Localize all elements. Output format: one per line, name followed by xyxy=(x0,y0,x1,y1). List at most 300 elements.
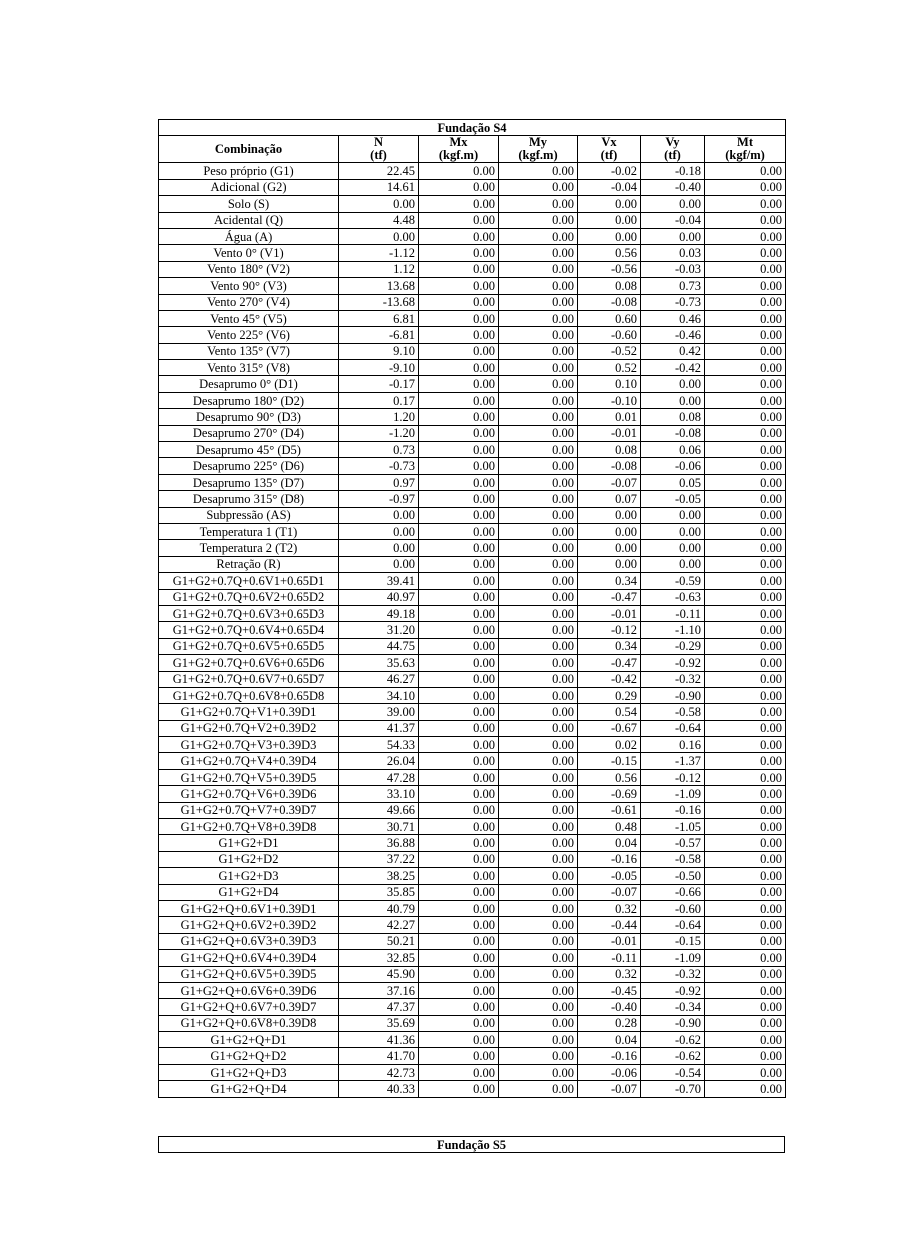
cell-value: 0.00 xyxy=(419,769,499,785)
cell-value: 4.48 xyxy=(339,212,419,228)
cell-value: 0.00 xyxy=(705,196,786,212)
cell-value: -0.52 xyxy=(578,343,641,359)
cell-value: 40.97 xyxy=(339,589,419,605)
cell-value: 0.00 xyxy=(499,589,578,605)
cell-value: 0.00 xyxy=(419,228,499,244)
cell-value: -0.63 xyxy=(641,589,705,605)
cell-value: -0.18 xyxy=(641,163,705,179)
table-title: Fundação S4 xyxy=(159,120,786,136)
cell-value: 0.00 xyxy=(419,1064,499,1080)
table-row xyxy=(159,622,786,638)
cell-value: 0.00 xyxy=(705,425,786,441)
cell-combinacao: G1+G2+0.7Q+V4+0.39D4 xyxy=(159,753,339,769)
cell-combinacao: Adicional (G2) xyxy=(159,179,339,195)
cell-value: 0.00 xyxy=(705,1015,786,1031)
cell-value: -0.58 xyxy=(641,851,705,867)
table-row xyxy=(159,343,786,359)
cell-combinacao: Desaprumo 0° (D1) xyxy=(159,376,339,392)
cell-value: 0.00 xyxy=(419,474,499,490)
cell-value: 0.00 xyxy=(419,720,499,736)
cell-value: 0.00 xyxy=(419,1032,499,1048)
cell-value: -0.08 xyxy=(641,425,705,441)
table-row xyxy=(159,605,786,621)
cell-value: -0.01 xyxy=(578,425,641,441)
cell-value: 0.00 xyxy=(419,687,499,703)
cell-value: 34.10 xyxy=(339,687,419,703)
cell-value: 0.04 xyxy=(578,835,641,851)
cell-value: -0.01 xyxy=(578,933,641,949)
cell-value: -0.90 xyxy=(641,687,705,703)
cell-value: 0.00 xyxy=(705,819,786,835)
cell-value: 0.46 xyxy=(641,310,705,326)
cell-value: 0.54 xyxy=(578,704,641,720)
cell-value: -0.42 xyxy=(641,360,705,376)
table-row xyxy=(159,1064,786,1080)
cell-combinacao: Desaprumo 45° (D5) xyxy=(159,442,339,458)
cell-value: -0.47 xyxy=(578,589,641,605)
cell-combinacao: G1+G2+0.7Q+0.6V1+0.65D1 xyxy=(159,573,339,589)
cell-value: 0.00 xyxy=(499,671,578,687)
table-row xyxy=(159,376,786,392)
table-row xyxy=(159,868,786,884)
cell-value: 0.00 xyxy=(419,671,499,687)
table-row xyxy=(159,966,786,982)
cell-value: 0.00 xyxy=(578,212,641,228)
cell-value: -1.05 xyxy=(641,819,705,835)
cell-value: 0.00 xyxy=(499,1015,578,1031)
cell-combinacao: G1+G2+0.7Q+V8+0.39D8 xyxy=(159,819,339,835)
cell-value: -0.07 xyxy=(578,474,641,490)
cell-value: -0.05 xyxy=(578,868,641,884)
cell-combinacao: G1+G2+0.7Q+V7+0.39D7 xyxy=(159,802,339,818)
cell-value: 0.00 xyxy=(499,310,578,326)
cell-combinacao: G1+G2+Q+0.6V2+0.39D2 xyxy=(159,917,339,933)
cell-value: -0.45 xyxy=(578,982,641,998)
cell-combinacao: Vento 315° (V8) xyxy=(159,360,339,376)
cell-value: -0.69 xyxy=(578,786,641,802)
cell-value: 0.00 xyxy=(705,622,786,638)
cell-value: -1.20 xyxy=(339,425,419,441)
cell-value: 0.00 xyxy=(419,1048,499,1064)
table-row xyxy=(159,261,786,277)
cell-combinacao: G1+G2+Q+D1 xyxy=(159,1032,339,1048)
cell-combinacao: Vento 225° (V6) xyxy=(159,327,339,343)
cell-value: 0.00 xyxy=(419,179,499,195)
cell-value: 0.00 xyxy=(419,212,499,228)
cell-value: 54.33 xyxy=(339,737,419,753)
cell-value: 0.00 xyxy=(705,163,786,179)
cell-value: 42.27 xyxy=(339,917,419,933)
cell-value: 0.01 xyxy=(578,409,641,425)
cell-value: 0.00 xyxy=(578,540,641,556)
cell-value: 0.00 xyxy=(419,802,499,818)
cell-combinacao: G1+G2+Q+D2 xyxy=(159,1048,339,1064)
cell-combinacao: Vento 0° (V1) xyxy=(159,245,339,261)
cell-value: 0.00 xyxy=(499,655,578,671)
cell-value: 36.88 xyxy=(339,835,419,851)
table-row xyxy=(159,704,786,720)
table-row xyxy=(159,425,786,441)
cell-value: 0.00 xyxy=(499,343,578,359)
table-row xyxy=(159,638,786,654)
cell-value: -0.32 xyxy=(641,966,705,982)
cell-value: 39.41 xyxy=(339,573,419,589)
cell-value: 0.00 xyxy=(499,278,578,294)
cell-value: 0.00 xyxy=(641,392,705,408)
cell-value: 0.00 xyxy=(499,900,578,916)
cell-value: -0.34 xyxy=(641,999,705,1015)
cell-value: -0.12 xyxy=(578,622,641,638)
cell-value: -0.46 xyxy=(641,327,705,343)
table-row xyxy=(159,474,786,490)
cell-value: -0.06 xyxy=(641,458,705,474)
cell-value: -0.59 xyxy=(641,573,705,589)
cell-value: 0.00 xyxy=(705,835,786,851)
cell-value: 0.00 xyxy=(499,179,578,195)
cell-value: 0.48 xyxy=(578,819,641,835)
table-row xyxy=(159,458,786,474)
cell-value: 40.33 xyxy=(339,1081,419,1097)
cell-value: -0.04 xyxy=(578,179,641,195)
cell-value: 0.00 xyxy=(339,507,419,523)
cell-value: 0.00 xyxy=(499,720,578,736)
cell-value: 42.73 xyxy=(339,1064,419,1080)
cell-value: 32.85 xyxy=(339,950,419,966)
cell-value: -0.15 xyxy=(578,753,641,769)
cell-value: 0.00 xyxy=(705,458,786,474)
cell-value: -0.32 xyxy=(641,671,705,687)
cell-value: 0.00 xyxy=(705,474,786,490)
cell-value: 0.00 xyxy=(419,950,499,966)
cell-value: 0.00 xyxy=(499,999,578,1015)
cell-value: 0.00 xyxy=(705,507,786,523)
cell-value: 0.00 xyxy=(705,589,786,605)
cell-value: 0.00 xyxy=(705,966,786,982)
table-row xyxy=(159,540,786,556)
cell-value: 0.00 xyxy=(499,950,578,966)
cell-value: 0.00 xyxy=(705,786,786,802)
cell-value: 0.00 xyxy=(499,737,578,753)
cell-value: 0.00 xyxy=(705,753,786,769)
cell-value: 0.00 xyxy=(499,392,578,408)
cell-value: 0.00 xyxy=(705,720,786,736)
table-row xyxy=(159,523,786,539)
table-fundacao-s5 xyxy=(158,1136,785,1153)
cell-value: 0.00 xyxy=(705,769,786,785)
cell-value: 0.00 xyxy=(705,933,786,949)
cell-value: 0.00 xyxy=(499,261,578,277)
cell-value: 0.00 xyxy=(499,917,578,933)
cell-value: 0.00 xyxy=(705,327,786,343)
cell-value: 0.00 xyxy=(705,212,786,228)
cell-value: -0.66 xyxy=(641,884,705,900)
cell-value: 47.37 xyxy=(339,999,419,1015)
cell-value: 30.71 xyxy=(339,819,419,835)
table-row xyxy=(159,786,786,802)
cell-value: -0.02 xyxy=(578,163,641,179)
cell-combinacao: Temperatura 2 (T2) xyxy=(159,540,339,556)
cell-value: 0.00 xyxy=(705,228,786,244)
cell-value: 0.00 xyxy=(419,605,499,621)
cell-value: 0.00 xyxy=(419,343,499,359)
cell-value: 0.00 xyxy=(499,884,578,900)
cell-value: 0.00 xyxy=(419,737,499,753)
cell-value: 0.00 xyxy=(641,523,705,539)
cell-value: 35.63 xyxy=(339,655,419,671)
cell-value: 0.00 xyxy=(419,425,499,441)
cell-value: -0.40 xyxy=(641,179,705,195)
cell-value: 0.29 xyxy=(578,687,641,703)
cell-value: -0.60 xyxy=(641,900,705,916)
cell-combinacao: G1+G2+Q+D3 xyxy=(159,1064,339,1080)
cell-value: 0.00 xyxy=(578,228,641,244)
cell-value: -0.08 xyxy=(578,458,641,474)
table-row xyxy=(159,671,786,687)
cell-value: 0.08 xyxy=(578,442,641,458)
cell-value: 0.05 xyxy=(641,474,705,490)
table-row xyxy=(159,802,786,818)
cell-value: 0.60 xyxy=(578,310,641,326)
cell-value: 41.70 xyxy=(339,1048,419,1064)
table-row xyxy=(159,409,786,425)
cell-value: 0.00 xyxy=(705,343,786,359)
header-vy: Vy (tf) xyxy=(641,136,705,163)
table-row xyxy=(159,294,786,310)
cell-value: -0.15 xyxy=(641,933,705,949)
cell-value: -0.97 xyxy=(339,491,419,507)
cell-value: 0.00 xyxy=(499,1032,578,1048)
table-row xyxy=(159,769,786,785)
cell-combinacao: G1+G2+0.7Q+V2+0.39D2 xyxy=(159,720,339,736)
cell-value: 0.00 xyxy=(339,196,419,212)
cell-value: -0.57 xyxy=(641,835,705,851)
cell-value: -1.09 xyxy=(641,950,705,966)
cell-value: 0.00 xyxy=(419,786,499,802)
cell-value: 0.00 xyxy=(705,442,786,458)
table-row xyxy=(159,933,786,949)
cell-value: 35.85 xyxy=(339,884,419,900)
table-row xyxy=(159,819,786,835)
cell-value: 0.00 xyxy=(419,704,499,720)
cell-value: 0.00 xyxy=(578,523,641,539)
cell-value: 0.00 xyxy=(499,1048,578,1064)
cell-value: 0.00 xyxy=(499,474,578,490)
cell-combinacao: G1+G2+D1 xyxy=(159,835,339,851)
cell-value: 0.00 xyxy=(705,556,786,572)
table-title-row xyxy=(159,1137,785,1153)
cell-combinacao: Desaprumo 180° (D2) xyxy=(159,392,339,408)
cell-value: 0.00 xyxy=(419,982,499,998)
cell-value: 0.00 xyxy=(419,507,499,523)
cell-value: 0.00 xyxy=(705,851,786,867)
cell-value: 0.00 xyxy=(499,556,578,572)
cell-value: -6.81 xyxy=(339,327,419,343)
cell-value: 0.00 xyxy=(419,442,499,458)
cell-value: -13.68 xyxy=(339,294,419,310)
cell-value: 0.00 xyxy=(578,507,641,523)
cell-value: 0.00 xyxy=(499,212,578,228)
cell-combinacao: G1+G2+D4 xyxy=(159,884,339,900)
cell-value: 0.00 xyxy=(499,425,578,441)
cell-value: 0.00 xyxy=(499,523,578,539)
table-row xyxy=(159,982,786,998)
table-row xyxy=(159,507,786,523)
table-row xyxy=(159,1081,786,1097)
cell-value: -0.56 xyxy=(578,261,641,277)
cell-value: -1.09 xyxy=(641,786,705,802)
cell-combinacao: G1+G2+Q+0.6V4+0.39D4 xyxy=(159,950,339,966)
header-mt: Mt (kgf/m) xyxy=(705,136,786,163)
cell-value: 0.32 xyxy=(578,900,641,916)
cell-value: 0.00 xyxy=(705,737,786,753)
cell-value: 0.56 xyxy=(578,245,641,261)
table-row xyxy=(159,720,786,736)
cell-combinacao: G1+G2+0.7Q+V5+0.39D5 xyxy=(159,769,339,785)
table-title: Fundação S5 xyxy=(159,1137,785,1153)
cell-combinacao: G1+G2+0.7Q+0.6V8+0.65D8 xyxy=(159,687,339,703)
cell-value: 0.52 xyxy=(578,360,641,376)
cell-value: -0.11 xyxy=(641,605,705,621)
cell-value: 0.00 xyxy=(419,294,499,310)
cell-value: 0.73 xyxy=(641,278,705,294)
table-row xyxy=(159,163,786,179)
table-row xyxy=(159,917,786,933)
cell-value: -1.10 xyxy=(641,622,705,638)
cell-value: 0.00 xyxy=(705,1064,786,1080)
cell-value: 0.00 xyxy=(419,196,499,212)
cell-value: 0.00 xyxy=(641,540,705,556)
cell-value: 0.00 xyxy=(419,278,499,294)
cell-value: 0.00 xyxy=(705,278,786,294)
cell-value: 0.02 xyxy=(578,737,641,753)
cell-value: 37.22 xyxy=(339,851,419,867)
cell-combinacao: Desaprumo 90° (D3) xyxy=(159,409,339,425)
cell-combinacao: Solo (S) xyxy=(159,196,339,212)
cell-value: 0.00 xyxy=(705,638,786,654)
cell-combinacao: G1+G2+0.7Q+0.6V7+0.65D7 xyxy=(159,671,339,687)
cell-value: 0.00 xyxy=(499,786,578,802)
cell-value: -0.16 xyxy=(578,851,641,867)
cell-value: 0.00 xyxy=(641,376,705,392)
cell-combinacao: Água (A) xyxy=(159,228,339,244)
cell-value: 0.00 xyxy=(705,687,786,703)
table-row xyxy=(159,1048,786,1064)
cell-value: 0.00 xyxy=(705,982,786,998)
cell-value: 0.00 xyxy=(419,819,499,835)
cell-value: 0.00 xyxy=(705,1081,786,1097)
cell-value: 0.00 xyxy=(705,605,786,621)
cell-value: 13.68 xyxy=(339,278,419,294)
cell-combinacao: G1+G2+Q+0.6V1+0.39D1 xyxy=(159,900,339,916)
table-row xyxy=(159,212,786,228)
cell-value: 38.25 xyxy=(339,868,419,884)
cell-value: 0.00 xyxy=(499,196,578,212)
cell-value: -9.10 xyxy=(339,360,419,376)
table-row xyxy=(159,687,786,703)
cell-value: 0.00 xyxy=(499,802,578,818)
cell-value: 0.73 xyxy=(339,442,419,458)
cell-value: 22.45 xyxy=(339,163,419,179)
cell-value: 0.00 xyxy=(419,523,499,539)
cell-value: -0.70 xyxy=(641,1081,705,1097)
cell-value: 0.00 xyxy=(499,966,578,982)
cell-value: 0.00 xyxy=(705,884,786,900)
table-row xyxy=(159,884,786,900)
cell-combinacao: G1+G2+D3 xyxy=(159,868,339,884)
cell-combinacao: G1+G2+Q+0.6V6+0.39D6 xyxy=(159,982,339,998)
cell-value: 6.81 xyxy=(339,310,419,326)
cell-value: 40.79 xyxy=(339,900,419,916)
cell-value: 49.66 xyxy=(339,802,419,818)
cell-combinacao: G1+G2+Q+0.6V7+0.39D7 xyxy=(159,999,339,1015)
cell-value: 0.00 xyxy=(419,245,499,261)
cell-value: -0.58 xyxy=(641,704,705,720)
cell-value: -0.05 xyxy=(641,491,705,507)
cell-value: 0.00 xyxy=(705,409,786,425)
cell-value: 0.00 xyxy=(705,376,786,392)
header-mx: Mx (kgf.m) xyxy=(419,136,499,163)
cell-value: 0.16 xyxy=(641,737,705,753)
cell-value: 0.00 xyxy=(705,245,786,261)
cell-value: 0.00 xyxy=(499,540,578,556)
cell-value: 31.20 xyxy=(339,622,419,638)
cell-value: 0.00 xyxy=(419,835,499,851)
cell-value: 0.00 xyxy=(419,753,499,769)
cell-value: 0.97 xyxy=(339,474,419,490)
cell-value: -0.73 xyxy=(641,294,705,310)
cell-value: -0.29 xyxy=(641,638,705,654)
table-row xyxy=(159,392,786,408)
cell-combinacao: Vento 270° (V4) xyxy=(159,294,339,310)
cell-value: 0.00 xyxy=(419,540,499,556)
cell-value: 14.61 xyxy=(339,179,419,195)
cell-value: 0.00 xyxy=(499,819,578,835)
cell-value: 44.75 xyxy=(339,638,419,654)
cell-value: 0.28 xyxy=(578,1015,641,1031)
cell-value: 0.42 xyxy=(641,343,705,359)
cell-value: 0.00 xyxy=(578,556,641,572)
cell-value: 0.00 xyxy=(705,950,786,966)
cell-value: -0.60 xyxy=(578,327,641,343)
cell-value: 0.00 xyxy=(499,327,578,343)
cell-value: 0.00 xyxy=(705,900,786,916)
cell-value: 0.00 xyxy=(419,573,499,589)
cell-value: 0.00 xyxy=(499,228,578,244)
cell-value: 0.17 xyxy=(339,392,419,408)
table-row xyxy=(159,442,786,458)
cell-value: 0.00 xyxy=(419,409,499,425)
cell-value: 0.00 xyxy=(419,360,499,376)
cell-value: 0.00 xyxy=(499,704,578,720)
cell-value: 0.00 xyxy=(499,294,578,310)
cell-value: 0.00 xyxy=(419,458,499,474)
table-row xyxy=(159,1032,786,1048)
table-row xyxy=(159,737,786,753)
cell-value: 0.00 xyxy=(705,1032,786,1048)
cell-value: -0.03 xyxy=(641,261,705,277)
cell-value: 45.90 xyxy=(339,966,419,982)
header-my: My (kgf.m) xyxy=(499,136,578,163)
header-combinacao: Combinação xyxy=(159,136,339,163)
cell-value: 0.00 xyxy=(499,376,578,392)
table-row xyxy=(159,360,786,376)
cell-value: 0.08 xyxy=(641,409,705,425)
cell-value: -0.12 xyxy=(641,769,705,785)
cell-value: 0.00 xyxy=(419,884,499,900)
cell-combinacao: G1+G2+0.7Q+0.6V6+0.65D6 xyxy=(159,655,339,671)
table-row xyxy=(159,753,786,769)
cell-value: 0.00 xyxy=(339,540,419,556)
